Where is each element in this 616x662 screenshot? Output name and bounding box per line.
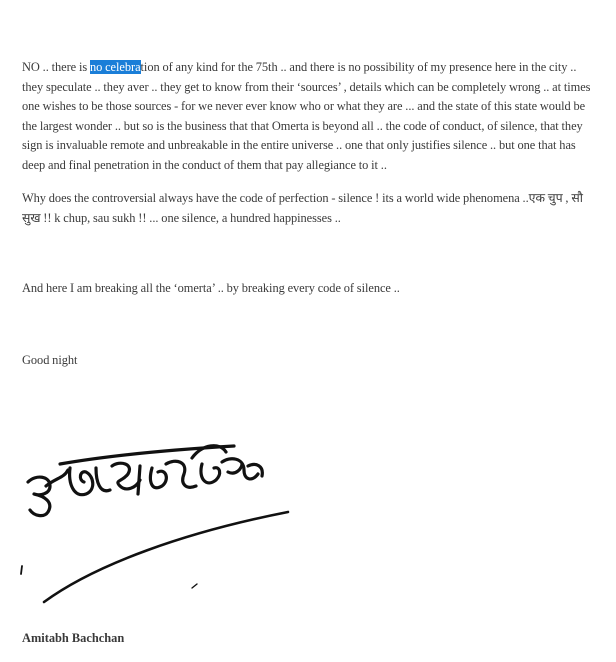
text-selection[interactable]: no celebra <box>89 60 141 74</box>
paragraph-1-rest: tion of any kind for the 75th .. and there is no possibility of my presence here in the city .. they speculate .. they aver .. they get to know from their ‘sources’ , details which can be completely wrong .. at times one wishes to be those sources - for we never ever know who or what they are ... and the state of this state would be the largest wonder .. but so is the business that that Omerta is beyond all .. the code of conduct, of silence, that they sign is invaluable remote and unbreakable in the entire universe .. one that only justifies silence .. but one that has deep and final penetration in the conduct of them that pay allegiance to it .. <box>22 60 591 172</box>
post-paragraph-1 <box>22 58 600 175</box>
closing-greeting: Good night <box>22 353 78 367</box>
author-name: Amitabh Bachchan <box>22 631 125 645</box>
post-paragraph-3: And here I am breaking all the ‘omerta’ .. by breaking every code of silence .. <box>22 281 400 295</box>
post-paragraph-2: Why does the controversial always have the code of perfection - silence ! its a world wide phenomena ..एक चुप , सौ सुख !! k chup, sau sukh !! ... one silence, a hundred happinesses .. <box>22 191 583 225</box>
paragraph-1-start: NO .. there is <box>22 60 90 74</box>
handwritten-signature <box>16 424 306 614</box>
